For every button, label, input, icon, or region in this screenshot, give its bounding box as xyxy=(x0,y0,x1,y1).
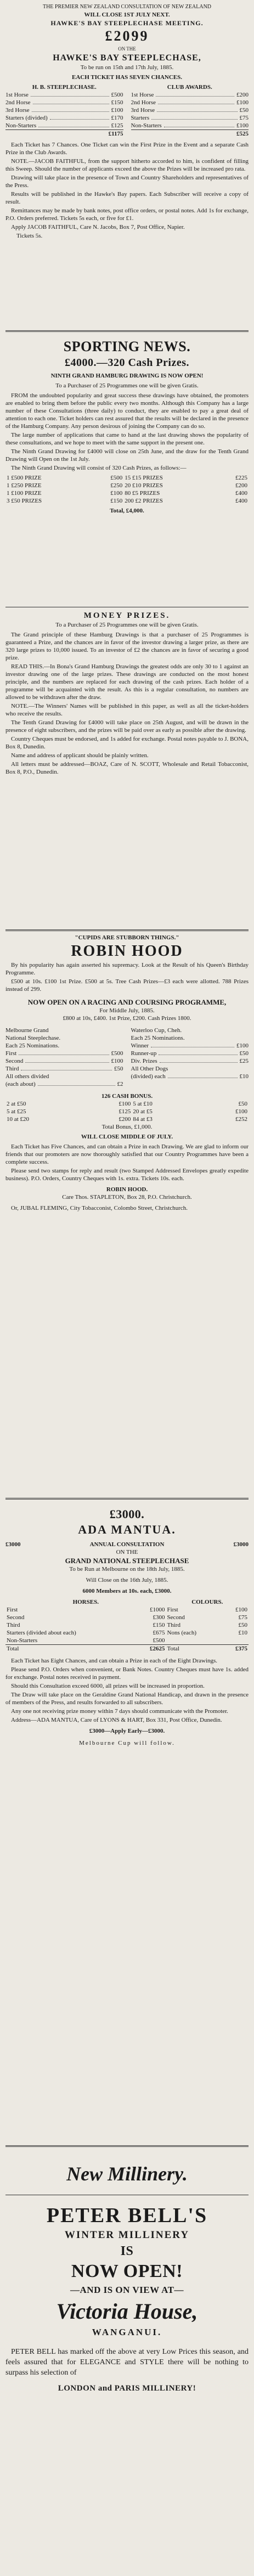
ada-event: GRAND NATIONAL STEEPLECHASE xyxy=(65,1557,189,1565)
money-free: To a Purchaser of 25 Programmes one will be given Gratis. xyxy=(55,622,199,628)
table-row: 3 £50 PRIZES £150 200 £2 PRIZES £400 xyxy=(7,498,247,504)
robin-title: ROBIN HOOD xyxy=(71,943,183,960)
hawkes-event: HAWKE'S BAY STEEPLECHASE, xyxy=(53,53,201,63)
ada-prize-table xyxy=(5,1598,249,1653)
ada-close: Will Close on the 16th July, 1885. xyxy=(86,1577,168,1583)
table-row: Starters (divided about each) £675 Nons (each) £10 xyxy=(7,1630,247,1636)
prize-value: £150 xyxy=(111,99,123,106)
table-row: 1 £100 PRIZE £100 80 £5 PRIZES £400 xyxy=(7,490,247,497)
robin-paragraph: £500 at 10s. £100 1st Prize. £500 at 5s. Tree Cash Prizes—£3 each were allotted. 788 Prizes instead of 299. xyxy=(5,978,249,993)
ada-run: To be Run at Melbourne on the 18th July, 1885. xyxy=(69,1566,185,1572)
ada-footer: Melbourne Cup will follow. xyxy=(79,1740,175,1746)
hawkes-prize-table xyxy=(5,83,249,138)
prize-row xyxy=(131,91,249,99)
hawkes-line-8: EACH TICKET HAS SEVEN CHANCES. xyxy=(71,74,182,81)
table-row: Non-Starters £500 xyxy=(7,1637,165,1644)
separator-rule xyxy=(5,330,249,332)
robin-quote: "CUPIDS ARE STUBBORN THINGS." xyxy=(75,934,179,941)
event-row: Winner £100 xyxy=(131,1042,249,1049)
robin-address: Care Thos. STAPLETON, Box 28, P.O. Christchurch. xyxy=(62,1194,192,1200)
prize-value: £500 xyxy=(111,92,123,98)
sporting-total: Total, £4,000. xyxy=(110,508,144,514)
sporting-ninth: NINTH GRAND HAMBURG DRAWING IS NOW OPEN! xyxy=(50,373,204,379)
ada-paragraph: Please send P.O. Orders when convenient, or Bank Notes. Country Cheques must have 1s. added for exchange. Postal notes received in payment. xyxy=(5,1666,249,1681)
table-row: 2 at £50 £100 5 at £10 £50 xyxy=(7,1101,247,1107)
prize-value: £100 xyxy=(236,122,249,129)
millinery-winter: WINTER MILLINERY xyxy=(64,2229,190,2241)
hawkes-line-7: To be run on 15th and 17th July, 1885. xyxy=(80,64,174,71)
hawkes-amount: £2099 xyxy=(105,28,149,44)
money-paragraph: Name and address of applicant should be plainly written. xyxy=(11,752,149,759)
prize-row xyxy=(131,114,249,122)
ada-members: 6000 Members at 10s. each, £3000. xyxy=(82,1588,172,1594)
money-address: All letters must be addressed—BOAZ, Care of N. SCOTT, Wholesale and Retail Tobacconist, Box 8, P.O., Dunedin. xyxy=(5,761,249,775)
table-row: 10 at £20 £200 84 at £3 £252 xyxy=(7,1116,247,1123)
table-row: 5 at £25 £125 20 at £5 £100 xyxy=(7,1108,247,1115)
ada-apply: Address—ADA MANTUA, Care of LYONS & HART, Box 331, Post Office, Dunedin. xyxy=(11,1717,222,1723)
ada-paragraph: Each Ticket has Eight Chances, and can obtain a Prize in each of the Eight Drawings. xyxy=(11,1658,218,1664)
prize-total xyxy=(5,129,123,138)
prize-value: £170 xyxy=(111,115,123,121)
money-paragraph: NOTE.—The Winners' Names will be published in this paper, as well as all the ticket-holders who receive the results. xyxy=(5,703,249,717)
sporting-paragraph: The large number of applications that came to hand at the last drawing shows the popularity of these consultations, and we hope to meet with the same support in the present one. xyxy=(5,432,249,446)
hawkes-paragraph: Each Ticket has 7 Chances. One Ticket can win the First Prize in the Event and a separate Cash Prize in the Club Awards. xyxy=(5,142,249,156)
separator-rule xyxy=(5,2145,249,2147)
robin-events-left xyxy=(5,1027,123,1088)
table-row: Second £300 Second £75 xyxy=(7,1614,247,1621)
robin-cash-head: 126 CASH BONUS. xyxy=(101,1093,153,1100)
robin-hood-advertisement xyxy=(5,934,249,1493)
event-row: Second £100 xyxy=(5,1058,123,1064)
millinery-is: IS xyxy=(120,2244,134,2258)
robin-paragraph: Each Ticket has Five Chances, and can obtain a Prize in each Drawing. We are glad to inform our friends that our promoters are now thoroughly satisfied that our Country Programmes have been a complete success. xyxy=(5,1143,249,1165)
robin-paragraph: By his popularity has again asserted his supremacy. Look at the Result of his Queen's Birthday Programme. xyxy=(5,962,249,976)
prize-label: 3rd Horse xyxy=(5,107,30,114)
robin-cash-table xyxy=(5,1100,249,1123)
table-row: 1 £250 PRIZE £250 20 £10 PRIZES £200 xyxy=(7,482,247,489)
money-paragraph: READ THIS.—In Bona's Grand Hamburg Drawings the greatest odds are only 30 to 1 against an investor drawing one of the large prizes. These drawings are conducted on the most honest principle, and the numbers are replaced for each drawing of the cash prizes. Each holder of a programme will be acquainted with the result. As this is a regular consultation, no numbers are allowed to be withdrawn after the draw. xyxy=(5,663,249,701)
prize-total xyxy=(131,129,249,138)
ada-corner-amounts xyxy=(5,1541,249,1548)
sporting-title: SPORTING NEWS. xyxy=(63,339,191,354)
sporting-news-advertisement xyxy=(5,335,249,604)
hawkes-left-heading: H. B. STEEPLECHASE. xyxy=(32,84,97,91)
event-row: Waterloo Cup, Cheh. xyxy=(131,1027,182,1034)
money-title: MONEY PRIZES. xyxy=(83,611,171,620)
hawkes-paragraph: Results will be published in the Hawke's Bay papers. Each Subscriber will receive a copy of result. xyxy=(5,191,249,205)
prize-label: Non-Starters xyxy=(131,122,162,129)
ada-paragraph: Any one not receiving prize money within 7 days should communicate with the Promoter. xyxy=(11,1708,228,1715)
millinery-and: —AND IS ON VIEW AT— xyxy=(70,2285,184,2295)
ada-on: ON THE xyxy=(116,1549,138,1555)
sporting-paragraph: FROM the undoubted popularity and great success these drawings have obtained, the promoters are enabled to bring them before the public every two months. Although this Company has a large number of these Consultations (three daily) to conduct, they are enabled to pay a great deal of attention to each one. Ticket holders can rest assured that the results will be declared in the presence of the Hamburg Company. Any person desirous of joining the Company can do so. xyxy=(5,392,249,430)
sporting-prize-table xyxy=(5,474,249,505)
sporting-paragraph: The Ninth Grand Drawing for £4000 will close on 25th June, and the draw for the Tenth Grand Drawing will Open on the 1st July. xyxy=(5,448,249,463)
money-paragraph: The Tenth Grand Drawing for £4000 will take place on 25th August, and will be drawn in the presence of eight subscribers, and the prizes will be paid over as early as possible after the drawing. xyxy=(5,719,249,734)
table-row: HORSES. COLOURS. xyxy=(72,1599,223,1605)
prize-label: Non-Starters xyxy=(5,122,37,129)
table-row: Third £150 Third £50 xyxy=(7,1622,247,1628)
hawkes-footer: Tickets 5s. xyxy=(16,233,43,239)
hawkes-prize-right xyxy=(131,83,249,138)
ada-paragraph: Should this Consultation exceed 6000, all prizes will be increased in proportion. xyxy=(11,1683,205,1689)
hawkes-prize-left xyxy=(5,83,123,138)
event-row: All others divided xyxy=(5,1073,49,1080)
sporting-paragraph: The Ninth Grand Drawing will consist of 320 Cash Prizes, as follows:— xyxy=(11,465,187,471)
money-prizes-advertisement xyxy=(5,610,249,926)
prize-label: 2nd Horse xyxy=(131,99,156,106)
robin-signature: ROBIN HOOD. xyxy=(106,1186,148,1193)
prize-row xyxy=(5,122,123,129)
prize-row xyxy=(5,99,123,106)
millinery-footer: LONDON and PARIS MILLINERY! xyxy=(58,2384,196,2393)
table-row: Total £2625 Total £375 xyxy=(7,1645,247,1652)
hawkes-line-1: THE PREMIER NEW ZEALAND CONSULTATION OF NEW ZEALAND xyxy=(42,4,212,10)
ada-annual: ANNUAL CONSULTATION xyxy=(89,1541,165,1548)
prize-row xyxy=(131,106,249,114)
hawkes-paragraph: Drawing will take place in the presence of Town and Country Shareholders and representatives of the Press. xyxy=(5,174,249,189)
sporting-free: To a Purchaser of 25 Programmes one will be given Gratis. xyxy=(55,382,199,389)
ada-left-amount: £3000 xyxy=(5,1541,21,1548)
millinery-town: WANGANUI. xyxy=(92,2327,162,2337)
event-row: Runner-up £50 xyxy=(131,1050,249,1057)
table-row: First £1000 First £100 xyxy=(7,1607,247,1613)
robin-close: WILL CLOSE MIDDLE OF JULY. xyxy=(81,1134,173,1140)
sporting-subtitle: £4000.—320 Cash Prizes. xyxy=(64,357,190,369)
hawkes-paragraph: Remittances may be made by bank notes, post office orders, or postal notes. Add 1s for exchange, P.O. Orders preferred. Tickets 5s each, or five for £1. xyxy=(5,207,249,222)
prize-row xyxy=(5,114,123,122)
robin-total-bonus: Total Bonus, £1,000. xyxy=(101,1124,153,1130)
ada-right-amount: £3000 xyxy=(233,1541,249,1548)
event-row: (divided) each £10 xyxy=(131,1073,249,1080)
prize-label: 2nd Horse xyxy=(5,99,31,106)
money-paragraph: Country Cheques must be endorsed, and 1s added for exchange. Postal notes payable to J. BONA, Box 8, Dunedin. xyxy=(5,736,249,750)
ada-amount: £3000. xyxy=(109,1507,145,1521)
event-row: Each 25 Nominations. xyxy=(131,1035,185,1041)
hawkes-line-2: WILL CLOSE 1ST JULY NEXT. xyxy=(84,12,170,18)
hawkes-line-5: ON THE xyxy=(118,46,136,52)
event-row: Melbourne Grand xyxy=(5,1027,49,1034)
robin-sub: £800 at 10s, £400. 1st Prize, £200. Cash Prizes 1800. xyxy=(63,1015,191,1022)
prize-total-value: £525 xyxy=(236,131,249,137)
prize-value: £50 xyxy=(239,107,249,114)
event-row: Each 25 Nominations. xyxy=(5,1042,60,1049)
robin-paragraph: Please send two stamps for reply and result (two Stamped Addressed Envelopes greatly expedite business). P.O. Orders, Country Cheques with 1s. extra. Tickets 10s. each. xyxy=(5,1168,249,1182)
hawkes-apply: Apply JACOB FAITHFUL, Care N. Jacobs, Box 7, Post Office, Napier. xyxy=(11,224,185,230)
hawkes-bay-advertisement xyxy=(5,3,249,327)
millinery-brand: PETER BELL'S xyxy=(46,2204,208,2227)
hawkes-body xyxy=(5,141,249,240)
prize-total-value: £1175 xyxy=(108,131,123,137)
event-row: National Steeplechase. xyxy=(5,1035,61,1041)
prize-row xyxy=(131,122,249,129)
ada-title: ADA MANTUA. xyxy=(78,1523,176,1536)
prize-label: 1st Horse xyxy=(5,92,29,98)
prize-label: 1st Horse xyxy=(131,92,154,98)
ada-paragraph: The Draw will take place on the Geraldine Grand National Handicap, and drawn in the presence of members of the Press, and results forwarded to all subscribers. xyxy=(5,1692,249,1706)
hawkes-right-heading: CLUB AWARDS. xyxy=(167,84,212,91)
prize-value: £100 xyxy=(236,99,249,106)
prize-value: £100 xyxy=(111,107,123,114)
prize-row xyxy=(131,99,249,106)
event-row: All Other Dogs xyxy=(131,1066,168,1072)
event-row: Third £50 xyxy=(5,1066,123,1072)
millinery-paragraph: PETER BELL has marked off the above at very Low Prices this season, and feels assured that for ELEGANCE and STYLE there will be nothing to surpass his selection of xyxy=(5,2348,249,2377)
separator-rule xyxy=(5,1498,249,1500)
event-row: First £500 xyxy=(5,1050,123,1057)
ada-open: £3000—Apply Early—£3000. xyxy=(89,1728,165,1734)
sporting-body xyxy=(5,392,249,472)
robin-events-right xyxy=(131,1027,249,1088)
separator-rule xyxy=(5,929,249,931)
millinery-title: New Millinery. xyxy=(66,2163,188,2185)
prize-label: Starters xyxy=(131,115,150,121)
hawkes-paragraph: NOTE.—JACOB FAITHFUL, from the support hitherto accorded to him, is confident of filling this Sweep. Should the number of applicants exceed the above the Prizes will be increased pro rata. xyxy=(5,158,249,172)
prize-label: 3rd Horse xyxy=(131,107,155,114)
prize-value: £75 xyxy=(239,115,249,121)
prize-row xyxy=(5,106,123,114)
millinery-advertisement xyxy=(5,2150,249,2572)
hawkes-line-3: HAWKE'S BAY STEEPLECHASE MEETING. xyxy=(50,19,204,27)
money-paragraph: The Grand principle of these Hamburg Drawings is that a purchaser of 25 Programmes is guaranteed a Prize, and the chances are in favor of the investor drawing a larger prize, as there are 320 large prizes to 10,000 issued. To an investor of £2 the chances are in favor of securing a good prize. xyxy=(5,632,249,661)
millinery-now-open: NOW OPEN! xyxy=(71,2261,183,2281)
table-row: 1 £500 PRIZE £500 15 £15 PRIZES £225 xyxy=(7,475,247,481)
prize-row xyxy=(5,91,123,99)
event-row: Div. Prizes £25 xyxy=(131,1058,249,1064)
robin-now-open: NOW OPEN ON A RACING AND COURSING PROGRAMME, xyxy=(27,998,227,1006)
prize-value: £200 xyxy=(236,92,249,98)
event-row: (each about) £2 xyxy=(5,1081,123,1087)
robin-for: For Middle July, 1885. xyxy=(99,1007,155,1014)
robin-events xyxy=(5,1027,249,1088)
prize-value: £125 xyxy=(111,122,123,129)
ada-body xyxy=(5,1657,249,1724)
prize-label: Starters (divided) xyxy=(5,115,48,121)
robin-or: Or, JUBAL FLEMING, City Tobacconist, Colombo Street, Christchurch. xyxy=(11,1205,188,1211)
millinery-house: Victoria House, xyxy=(56,2299,198,2324)
ada-mantua-advertisement xyxy=(5,1502,249,2141)
